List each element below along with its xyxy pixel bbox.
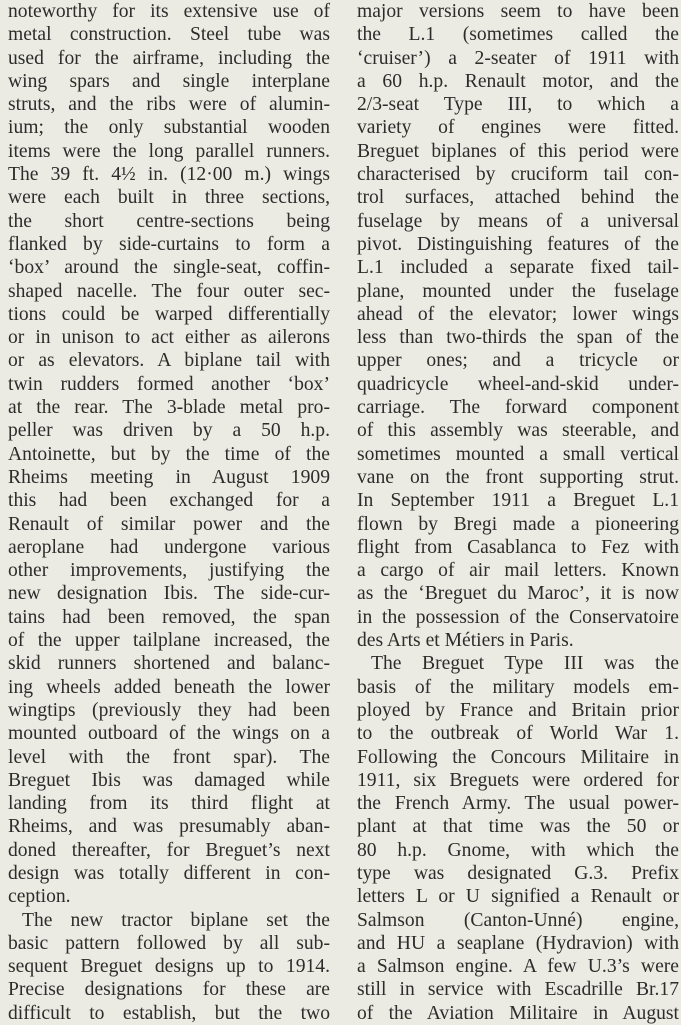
text-line: flown by Bregi made a pioneering (357, 513, 679, 535)
text-line: doned thereafter, for Breguet’s next (8, 839, 330, 861)
text-line: of the Aviation Militaire in August (357, 1002, 679, 1024)
text-line: vane on the front supporting strut. (357, 466, 679, 488)
right-column (357, 0, 679, 1025)
text-line: des Arts et Métiers in Paris. (357, 630, 574, 652)
text-line: a cargo of air mail letters. Known (357, 560, 679, 582)
text-line: sometimes mounted a small vertical (357, 443, 679, 465)
text-line: ‘cruiser’) a 2-seater of 1911 with (357, 47, 679, 69)
text-line: basis of the military models em- (357, 676, 679, 698)
text-line: carriage. The forward component (357, 397, 679, 419)
text-line: Salmson (Canton-Unné) engine, (357, 909, 679, 931)
text-line: tions could be warped differentially (8, 303, 330, 325)
text-line: wingtips (previously they had been (8, 699, 330, 721)
text-line: items were the long parallel runners. (8, 140, 330, 162)
text-line: fuselage by means of a universal (357, 210, 679, 232)
text-line: skid runners shortened and balanc- (8, 653, 330, 675)
text-line: Breguet biplanes of this period were (357, 140, 679, 162)
text-line: shaped nacelle. The four outer sec- (8, 280, 330, 302)
text-line: tains had been removed, the span (8, 606, 330, 628)
text-line: Following the Concours Militaire in (357, 746, 679, 768)
text-line: ‘box’ around the single-seat, coffin- (8, 257, 330, 279)
text-line: peller was driven by a 50 h.p. (8, 420, 330, 442)
text-line: as the ‘Breguet du Maroc’, it is now (357, 583, 679, 605)
text-line: Breguet Ibis was damaged while (8, 769, 330, 791)
text-line: quadricycle wheel-and-skid under- (357, 373, 679, 395)
text-line: wing spars and single interplane (8, 70, 330, 92)
text-line: new designation Ibis. The side-cur- (8, 583, 330, 605)
text-line: mounted outboard of the wings on a (8, 723, 330, 745)
text-line: used for the airframe, including the (8, 47, 330, 69)
text-line: less than two-thirds the span of the (357, 327, 679, 349)
text-line: noteworthy for its extensive use of (8, 1, 330, 22)
text-line: plane, mounted under the fuselage (357, 280, 679, 302)
text-line: metal construction. Steel tube was (8, 24, 330, 46)
text-line: in the possession of the Conservatoire (357, 606, 679, 628)
text-line: characterised by cruciform tail con- (357, 164, 679, 186)
text-line: aeroplane had undergone various (8, 536, 330, 558)
text-line: L.1 included a separate fixed tail- (357, 257, 679, 279)
left-column (8, 0, 330, 1025)
text-line: type was designated G.3. Prefix (357, 862, 679, 884)
text-line: 1911, six Breguets were ordered for (357, 769, 679, 791)
text-line: struts, and the ribs were of alumin- (8, 94, 330, 116)
text-line: the short centre-sections being (8, 210, 330, 232)
text-line: or as elevators. A biplane tail with (8, 350, 330, 372)
text-line: design was totally different in con- (8, 862, 330, 884)
text-line: In September 1911 a Breguet L.1 (357, 490, 679, 512)
text-line: basic pattern followed by all sub- (8, 932, 330, 954)
text-line: twin rudders formed another ‘box’ (8, 373, 330, 395)
text-line: The Breguet Type III was the (371, 653, 679, 675)
text-line: were each built in three sections, (8, 187, 330, 209)
text-line: at the rear. The 3-blade metal pro- (8, 397, 330, 419)
text-line: ahead of the elevator; lower wings (357, 303, 679, 325)
text-line: pivot. Distinguishing features of the (357, 233, 679, 255)
text-line: Precise designations for these are (8, 979, 330, 1001)
text-line: major versions seem to have been (357, 1, 679, 22)
text-line: ployed by France and Britain prior (357, 699, 679, 721)
text-line: ing wheels added beneath the lower (8, 676, 330, 698)
text-line: plant at that time was the 50 or (357, 816, 679, 838)
text-line: landing from its third flight at (8, 793, 330, 815)
text-line: still in service with Escadrille Br.17 (357, 979, 679, 1001)
text-line: 2/3-seat Type III, to which a (357, 94, 679, 116)
text-line: other improvements, justifying the (8, 560, 330, 582)
text-line: of the upper tailplane increased, the (8, 630, 330, 652)
text-line: a 60 h.p. Renault motor, and the (357, 70, 679, 92)
text-line: Renault of similar power and the (8, 513, 330, 535)
text-line: Antoinette, but by the time of the (8, 443, 330, 465)
text-line: level with the front spar). The (8, 746, 330, 768)
text-line: sequent Breguet designs up to 1914. (8, 956, 330, 978)
text-line: letters L or U signified a Renault or (357, 886, 679, 908)
text-line: the L.1 (sometimes called the (357, 24, 679, 46)
text-line: Rheims, and was presumably aban- (8, 816, 330, 838)
text-line: the French Army. The usual power- (357, 793, 679, 815)
text-line: to the outbreak of World War 1. (357, 723, 679, 745)
text-line: flanked by side-curtains to form a (8, 233, 330, 255)
text-line: trol surfaces, attached behind the (357, 187, 679, 209)
text-line: a Salmson engine. A few U.3’s were (357, 956, 679, 978)
text-line: or in unison to act either as ailerons (8, 327, 330, 349)
text-line: variety of engines were fitted. (357, 117, 679, 139)
text-line: Rheims meeting in August 1909 (8, 466, 330, 488)
text-line: of this assembly was steerable, and (357, 420, 679, 442)
text-line: ception. (8, 886, 71, 908)
text-line: this had been exchanged for a (8, 490, 330, 512)
text-line: The 39 ft. 4½ in. (12·00 m.) wings (8, 164, 330, 186)
text-line: upper ones; and a tricycle or (357, 350, 679, 372)
text-line: ium; the only substantial wooden (8, 117, 330, 139)
text-line: and HU a seaplane (Hydravion) with (357, 932, 679, 954)
text-line: 80 h.p. Gnome, with which the (357, 839, 679, 861)
text-line: difficult to establish, but the two (8, 1002, 330, 1024)
text-line: The new tractor biplane set the (22, 909, 330, 931)
text-line: flight from Casablanca to Fez with (357, 536, 679, 558)
